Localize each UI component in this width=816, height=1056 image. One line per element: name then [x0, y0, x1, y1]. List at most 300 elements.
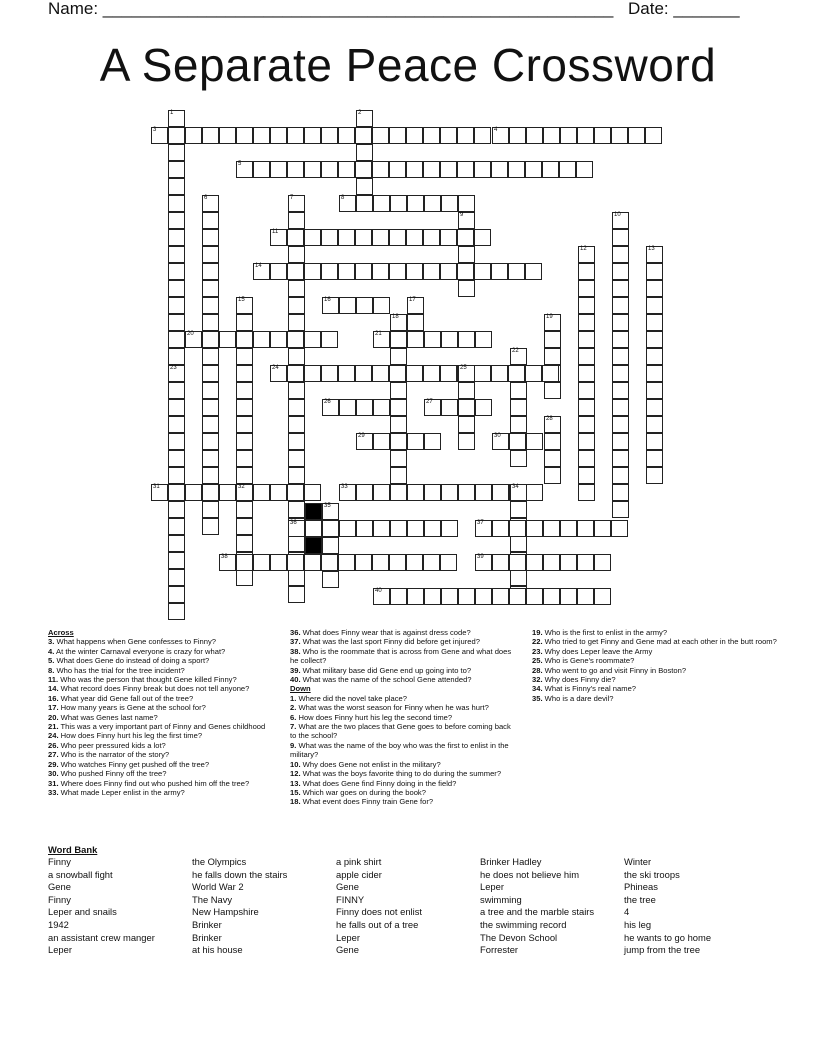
crossword-cell[interactable] [646, 450, 663, 467]
crossword-cell[interactable] [356, 433, 373, 450]
crossword-cell[interactable] [270, 161, 287, 178]
crossword-cell[interactable] [304, 554, 321, 571]
crossword-cell[interactable] [510, 348, 527, 365]
crossword-cell[interactable] [389, 263, 406, 280]
crossword-cell[interactable] [406, 365, 423, 382]
crossword-cell[interactable] [236, 450, 253, 467]
crossword-cell[interactable] [202, 280, 219, 297]
crossword-cell[interactable] [509, 554, 526, 571]
crossword-cell[interactable] [406, 229, 423, 246]
crossword-cell[interactable] [612, 263, 629, 280]
crossword-cell[interactable] [168, 399, 185, 416]
crossword-cell[interactable] [339, 297, 356, 314]
crossword-cell[interactable] [526, 127, 543, 144]
crossword-cell[interactable] [509, 520, 526, 537]
crossword-cell[interactable] [423, 127, 440, 144]
crossword-cell[interactable] [356, 178, 373, 195]
crossword-cell[interactable] [270, 365, 287, 382]
crossword-cell[interactable] [253, 127, 270, 144]
crossword-cell[interactable] [475, 554, 492, 571]
crossword-cell[interactable] [543, 127, 560, 144]
crossword-cell[interactable] [288, 433, 305, 450]
crossword-cell[interactable] [508, 263, 525, 280]
crossword-cell[interactable] [236, 433, 253, 450]
crossword-cell[interactable] [202, 416, 219, 433]
crossword-cell[interactable] [510, 535, 527, 552]
crossword-cell[interactable] [236, 382, 253, 399]
crossword-cell[interactable] [424, 331, 441, 348]
crossword-cell[interactable] [236, 331, 253, 348]
crossword-cell[interactable] [560, 554, 577, 571]
crossword-cell[interactable] [202, 365, 219, 382]
crossword-cell[interactable] [168, 603, 185, 620]
crossword-cell[interactable] [612, 297, 629, 314]
crossword-cell[interactable] [270, 127, 287, 144]
crossword-cell[interactable] [646, 280, 663, 297]
crossword-cell[interactable] [168, 484, 185, 501]
crossword-cell[interactable] [578, 416, 595, 433]
crossword-cell[interactable] [544, 382, 561, 399]
crossword-cell[interactable] [168, 433, 185, 450]
crossword-cell[interactable] [543, 554, 560, 571]
crossword-cell[interactable] [611, 127, 628, 144]
crossword-cell[interactable] [646, 416, 663, 433]
crossword-cell[interactable] [168, 501, 185, 518]
crossword-cell[interactable] [645, 127, 662, 144]
crossword-cell[interactable] [510, 399, 527, 416]
crossword-cell[interactable] [423, 554, 440, 571]
crossword-cell[interactable] [390, 588, 407, 605]
crossword-cell[interactable] [457, 127, 474, 144]
crossword-cell[interactable] [288, 246, 305, 263]
crossword-cell[interactable] [525, 161, 542, 178]
crossword-cell[interactable] [441, 588, 458, 605]
crossword-cell[interactable] [288, 348, 305, 365]
crossword-cell[interactable] [339, 520, 356, 537]
crossword-cell[interactable] [406, 263, 423, 280]
crossword-cell[interactable] [389, 554, 406, 571]
crossword-cell[interactable] [253, 331, 270, 348]
crossword-cell[interactable] [612, 467, 629, 484]
crossword-cell[interactable] [168, 229, 185, 246]
crossword-cell[interactable] [578, 433, 595, 450]
crossword-cell[interactable] [321, 263, 338, 280]
crossword-cell[interactable] [441, 399, 458, 416]
crossword-cell[interactable] [288, 416, 305, 433]
crossword-cell[interactable] [304, 161, 321, 178]
crossword-cell[interactable] [559, 161, 576, 178]
crossword-cell[interactable] [423, 161, 440, 178]
crossword-cell[interactable] [407, 433, 424, 450]
crossword-cell[interactable] [373, 484, 390, 501]
crossword-cell[interactable] [151, 127, 168, 144]
crossword-cell[interactable] [544, 348, 561, 365]
crossword-cell[interactable] [390, 467, 407, 484]
crossword-cell[interactable] [270, 484, 287, 501]
crossword-cell[interactable] [424, 484, 441, 501]
crossword-cell[interactable] [491, 161, 508, 178]
crossword-cell[interactable] [510, 501, 527, 518]
crossword-cell[interactable] [612, 246, 629, 263]
crossword-cell[interactable] [287, 127, 304, 144]
crossword-cell[interactable] [168, 246, 185, 263]
crossword-cell[interactable] [440, 263, 457, 280]
crossword-cell[interactable] [253, 554, 270, 571]
crossword-cell[interactable] [578, 314, 595, 331]
crossword-cell[interactable] [288, 399, 305, 416]
crossword-cell[interactable] [646, 314, 663, 331]
crossword-cell[interactable] [355, 263, 372, 280]
crossword-cell[interactable] [236, 416, 253, 433]
crossword-cell[interactable] [492, 433, 509, 450]
crossword-cell[interactable] [373, 588, 390, 605]
crossword-cell[interactable] [440, 229, 457, 246]
crossword-cell[interactable] [236, 297, 253, 314]
crossword-cell[interactable] [219, 484, 236, 501]
crossword-cell[interactable] [594, 520, 611, 537]
crossword-cell[interactable] [185, 127, 202, 144]
crossword-cell[interactable] [526, 554, 543, 571]
crossword-cell[interactable] [202, 399, 219, 416]
crossword-cell[interactable] [389, 365, 406, 382]
crossword-cell[interactable] [287, 365, 304, 382]
crossword-cell[interactable] [474, 365, 491, 382]
crossword-cell[interactable] [355, 127, 372, 144]
crossword-cell[interactable] [288, 382, 305, 399]
crossword-cell[interactable] [288, 280, 305, 297]
crossword-cell[interactable] [646, 382, 663, 399]
crossword-cell[interactable] [492, 520, 509, 537]
crossword-cell[interactable] [338, 161, 355, 178]
crossword-cell[interactable] [202, 348, 219, 365]
crossword-cell[interactable] [253, 161, 270, 178]
crossword-cell[interactable] [578, 246, 595, 263]
crossword-cell[interactable] [440, 554, 457, 571]
crossword-cell[interactable] [304, 331, 321, 348]
crossword-cell[interactable] [270, 331, 287, 348]
crossword-cell[interactable] [168, 297, 185, 314]
crossword-cell[interactable] [424, 520, 441, 537]
crossword-cell[interactable] [474, 161, 491, 178]
crossword-cell[interactable] [236, 399, 253, 416]
crossword-cell[interactable] [441, 195, 458, 212]
crossword-cell[interactable] [168, 178, 185, 195]
crossword-cell[interactable] [544, 416, 561, 433]
crossword-cell[interactable] [373, 399, 390, 416]
crossword-cell[interactable] [202, 518, 219, 535]
crossword-cell[interactable] [458, 331, 475, 348]
crossword-cell[interactable] [646, 331, 663, 348]
crossword-cell[interactable] [304, 263, 321, 280]
crossword-cell[interactable] [390, 520, 407, 537]
crossword-cell[interactable] [288, 520, 305, 537]
crossword-cell[interactable] [526, 520, 543, 537]
crossword-cell[interactable] [628, 127, 645, 144]
crossword-cell[interactable] [373, 195, 390, 212]
crossword-cell[interactable] [373, 297, 390, 314]
crossword-cell[interactable] [578, 348, 595, 365]
crossword-cell[interactable] [202, 501, 219, 518]
crossword-cell[interactable] [390, 484, 407, 501]
crossword-cell[interactable] [270, 554, 287, 571]
crossword-cell[interactable] [270, 229, 287, 246]
crossword-cell[interactable] [236, 484, 253, 501]
crossword-cell[interactable] [168, 586, 185, 603]
crossword-cell[interactable] [612, 382, 629, 399]
crossword-cell[interactable] [390, 314, 407, 331]
crossword-cell[interactable] [577, 520, 594, 537]
crossword-cell[interactable] [510, 450, 527, 467]
crossword-cell[interactable] [202, 433, 219, 450]
crossword-cell[interactable] [406, 127, 423, 144]
crossword-cell[interactable] [304, 229, 321, 246]
crossword-cell[interactable] [389, 161, 406, 178]
crossword-cell[interactable] [338, 127, 355, 144]
crossword-cell[interactable] [474, 229, 491, 246]
crossword-cell[interactable] [612, 280, 629, 297]
crossword-cell[interactable] [253, 484, 270, 501]
crossword-cell[interactable] [321, 229, 338, 246]
crossword-cell[interactable] [321, 331, 338, 348]
crossword-cell[interactable] [407, 297, 424, 314]
crossword-cell[interactable] [270, 263, 287, 280]
crossword-cell[interactable] [202, 331, 219, 348]
crossword-cell[interactable] [168, 535, 185, 552]
crossword-cell[interactable] [577, 127, 594, 144]
crossword-cell[interactable] [288, 314, 305, 331]
crossword-cell[interactable] [407, 314, 424, 331]
crossword-cell[interactable] [304, 484, 321, 501]
crossword-cell[interactable] [458, 484, 475, 501]
crossword-cell[interactable] [390, 348, 407, 365]
crossword-cell[interactable] [339, 484, 356, 501]
crossword-cell[interactable] [372, 229, 389, 246]
crossword-cell[interactable] [288, 212, 305, 229]
crossword-cell[interactable] [321, 365, 338, 382]
crossword-cell[interactable] [542, 161, 559, 178]
crossword-cell[interactable] [288, 450, 305, 467]
crossword-cell[interactable] [544, 450, 561, 467]
crossword-cell[interactable] [560, 520, 577, 537]
crossword-cell[interactable] [458, 365, 475, 382]
crossword-cell[interactable] [202, 195, 219, 212]
crossword-cell[interactable] [236, 348, 253, 365]
crossword-cell[interactable] [508, 365, 525, 382]
crossword-cell[interactable] [612, 399, 629, 416]
crossword-cell[interactable] [526, 433, 543, 450]
crossword-cell[interactable] [202, 212, 219, 229]
crossword-cell[interactable] [509, 588, 526, 605]
crossword-cell[interactable] [458, 280, 475, 297]
crossword-cell[interactable] [594, 554, 611, 571]
crossword-cell[interactable] [185, 331, 202, 348]
crossword-cell[interactable] [594, 588, 611, 605]
crossword-cell[interactable] [168, 518, 185, 535]
crossword-cell[interactable] [578, 382, 595, 399]
crossword-cell[interactable] [322, 571, 339, 588]
crossword-cell[interactable] [287, 229, 304, 246]
crossword-cell[interactable] [577, 588, 594, 605]
crossword-cell[interactable] [475, 588, 492, 605]
crossword-cell[interactable] [474, 127, 491, 144]
crossword-cell[interactable] [646, 246, 663, 263]
crossword-cell[interactable] [440, 127, 457, 144]
crossword-cell[interactable] [288, 535, 305, 552]
crossword-cell[interactable] [544, 467, 561, 484]
crossword-cell[interactable] [202, 246, 219, 263]
crossword-cell[interactable] [424, 588, 441, 605]
crossword-cell[interactable] [356, 195, 373, 212]
crossword-cell[interactable] [322, 537, 339, 554]
crossword-cell[interactable] [338, 263, 355, 280]
crossword-cell[interactable] [578, 450, 595, 467]
crossword-cell[interactable] [288, 569, 305, 586]
crossword-cell[interactable] [544, 433, 561, 450]
crossword-cell[interactable] [287, 331, 304, 348]
crossword-cell[interactable] [168, 127, 185, 144]
crossword-cell[interactable] [406, 161, 423, 178]
crossword-cell[interactable] [373, 433, 390, 450]
crossword-cell[interactable] [219, 331, 236, 348]
crossword-cell[interactable] [202, 229, 219, 246]
crossword-cell[interactable] [390, 433, 407, 450]
crossword-cell[interactable] [373, 331, 390, 348]
crossword-cell[interactable] [236, 161, 253, 178]
crossword-cell[interactable] [509, 127, 526, 144]
crossword-cell[interactable] [168, 263, 185, 280]
crossword-cell[interactable] [612, 314, 629, 331]
crossword-cell[interactable] [339, 399, 356, 416]
crossword-cell[interactable] [560, 127, 577, 144]
crossword-cell[interactable] [287, 484, 304, 501]
crossword-cell[interactable] [458, 246, 475, 263]
crossword-cell[interactable] [304, 127, 321, 144]
crossword-cell[interactable] [373, 520, 390, 537]
crossword-cell[interactable] [356, 484, 373, 501]
crossword-cell[interactable] [321, 554, 338, 571]
crossword-cell[interactable] [407, 195, 424, 212]
crossword-cell[interactable] [423, 229, 440, 246]
crossword-cell[interactable] [304, 365, 321, 382]
crossword-cell[interactable] [168, 110, 185, 127]
crossword-cell[interactable] [355, 554, 372, 571]
crossword-cell[interactable] [525, 263, 542, 280]
crossword-cell[interactable] [458, 212, 475, 229]
crossword-cell[interactable] [287, 554, 304, 571]
crossword-cell[interactable] [236, 554, 253, 571]
crossword-cell[interactable] [372, 554, 389, 571]
crossword-cell[interactable] [288, 297, 305, 314]
crossword-cell[interactable] [510, 382, 527, 399]
crossword-cell[interactable] [543, 588, 560, 605]
crossword-cell[interactable] [168, 314, 185, 331]
crossword-cell[interactable] [491, 365, 508, 382]
crossword-cell[interactable] [168, 467, 185, 484]
crossword-cell[interactable] [578, 263, 595, 280]
crossword-cell[interactable] [441, 520, 458, 537]
crossword-cell[interactable] [406, 554, 423, 571]
crossword-cell[interactable] [474, 263, 491, 280]
crossword-cell[interactable] [389, 229, 406, 246]
crossword-cell[interactable] [424, 433, 441, 450]
crossword-cell[interactable] [287, 263, 304, 280]
crossword-cell[interactable] [372, 365, 389, 382]
crossword-cell[interactable] [372, 127, 389, 144]
crossword-cell[interactable] [458, 399, 475, 416]
crossword-cell[interactable] [322, 297, 339, 314]
crossword-cell[interactable] [441, 331, 458, 348]
crossword-cell[interactable] [236, 501, 253, 518]
crossword-cell[interactable] [356, 110, 373, 127]
crossword-cell[interactable] [423, 263, 440, 280]
crossword-cell[interactable] [510, 569, 527, 586]
crossword-cell[interactable] [321, 127, 338, 144]
crossword-cell[interactable] [612, 433, 629, 450]
crossword-cell[interactable] [202, 484, 219, 501]
crossword-cell[interactable] [492, 484, 509, 501]
crossword-cell[interactable] [168, 382, 185, 399]
crossword-cell[interactable] [578, 331, 595, 348]
crossword-cell[interactable] [338, 554, 355, 571]
crossword-cell[interactable] [390, 416, 407, 433]
crossword-cell[interactable] [576, 161, 593, 178]
crossword-cell[interactable] [390, 399, 407, 416]
crossword-cell[interactable] [612, 348, 629, 365]
crossword-cell[interactable] [288, 501, 305, 518]
crossword-cell[interactable] [202, 127, 219, 144]
crossword-cell[interactable] [544, 331, 561, 348]
crossword-cell[interactable] [339, 195, 356, 212]
crossword-cell[interactable] [322, 399, 339, 416]
crossword-cell[interactable] [458, 195, 475, 212]
crossword-cell[interactable] [202, 382, 219, 399]
crossword-cell[interactable] [525, 365, 542, 382]
crossword-cell[interactable] [338, 365, 355, 382]
crossword-cell[interactable] [288, 467, 305, 484]
crossword-cell[interactable] [578, 484, 595, 501]
crossword-cell[interactable] [168, 280, 185, 297]
crossword-cell[interactable] [168, 348, 185, 365]
name-field-label[interactable]: Name: ______________________________________________________ [48, 0, 614, 18]
crossword-cell[interactable] [594, 127, 611, 144]
crossword-cell[interactable] [202, 314, 219, 331]
crossword-cell[interactable] [612, 365, 629, 382]
crossword-cell[interactable] [168, 416, 185, 433]
crossword-cell[interactable] [185, 484, 202, 501]
crossword-cell[interactable] [338, 229, 355, 246]
crossword-cell[interactable] [407, 331, 424, 348]
crossword-cell[interactable] [475, 399, 492, 416]
crossword-cell[interactable] [321, 161, 338, 178]
crossword-cell[interactable] [542, 365, 559, 382]
crossword-cell[interactable] [253, 263, 270, 280]
crossword-cell[interactable] [440, 365, 457, 382]
crossword-cell[interactable] [322, 520, 339, 537]
crossword-cell[interactable] [510, 416, 527, 433]
crossword-cell[interactable] [356, 399, 373, 416]
crossword-cell[interactable] [646, 365, 663, 382]
crossword-cell[interactable] [492, 554, 509, 571]
crossword-cell[interactable] [646, 348, 663, 365]
crossword-cell[interactable] [612, 416, 629, 433]
crossword-cell[interactable] [458, 382, 475, 399]
crossword-cell[interactable] [355, 365, 372, 382]
crossword-cell[interactable] [509, 433, 526, 450]
crossword-cell[interactable] [390, 195, 407, 212]
crossword-cell[interactable] [475, 520, 492, 537]
crossword-cell[interactable] [612, 484, 629, 501]
crossword-cell[interactable] [202, 450, 219, 467]
